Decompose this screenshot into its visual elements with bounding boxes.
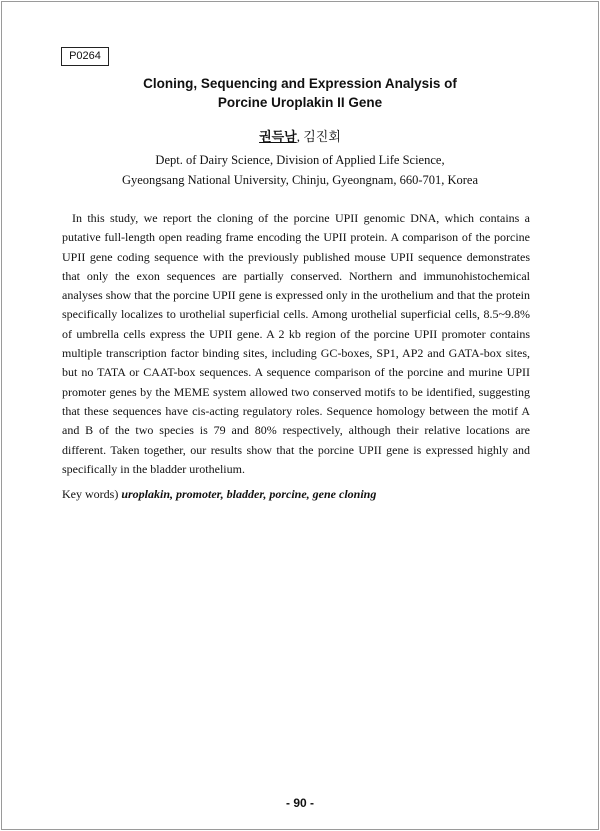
title-line-2: Porcine Uroplakin II Gene: [217, 95, 383, 110]
keywords-line: [62, 485, 530, 503]
paper-title: [0, 74, 600, 112]
keywords-values: uroplakin, promoter, bladder, porcine, gene cloning: [121, 487, 377, 501]
presenting-author: 권득남: [259, 129, 297, 144]
affiliation: [0, 151, 600, 190]
author-list: [0, 128, 600, 146]
keywords-label: Key words): [62, 487, 122, 501]
author-separator: ,: [296, 129, 304, 144]
title-line-1: Cloning, Sequencing and Expression Analysis of: [143, 76, 457, 91]
affiliation-line-2: Gyeongsang National University, Chinju, Gyeongnam, 660-701, Korea: [121, 172, 479, 187]
page-number: - 90 -: [285, 796, 314, 810]
co-author: 김진회: [303, 129, 341, 144]
affiliation-line-1: Dept. of Dairy Science, Division of Applied Life Science,: [155, 153, 445, 167]
poster-code-box: P0264: [61, 47, 109, 66]
abstract-body: In this study, we report the cloning of the porcine UPII genomic DNA, which contains a putative full-length open reading frame encoding the UPII protein. A comparison of the porcine UPII gene coding sequence with the previously published mouse UPII sequence demonstrates that only the exon sequences are partially conserved. Northern and immunohistochemical analyses show that the porcine UPII gene is expressed only in the urothelium and that the protein specifically localizes to urothelial superficial cells. Among urothelial superficial cells, 8.5~9.8% of umbrella cells express the UPII gene. A 2 kb region of the porcine UPII promoter contains multiple transcription factor binding sites, including GC-boxes, SP1, AP2 and GATA-box sites, but no TATA or CAAT-box sequences. A sequence comparison of the porcine and murine UPII promoter genes by the MEME system allowed two conserved motifs to be identified, suggesting that these sequences have cis-acting regulatory roles. Sequence homology between the motif A and B of the two species is 79 and 80% respectively, although their relative locations are different. Taken together, our results show that the porcine UPII gene is expressed highly and specifically in the bladder urothelium.: [62, 211, 530, 476]
